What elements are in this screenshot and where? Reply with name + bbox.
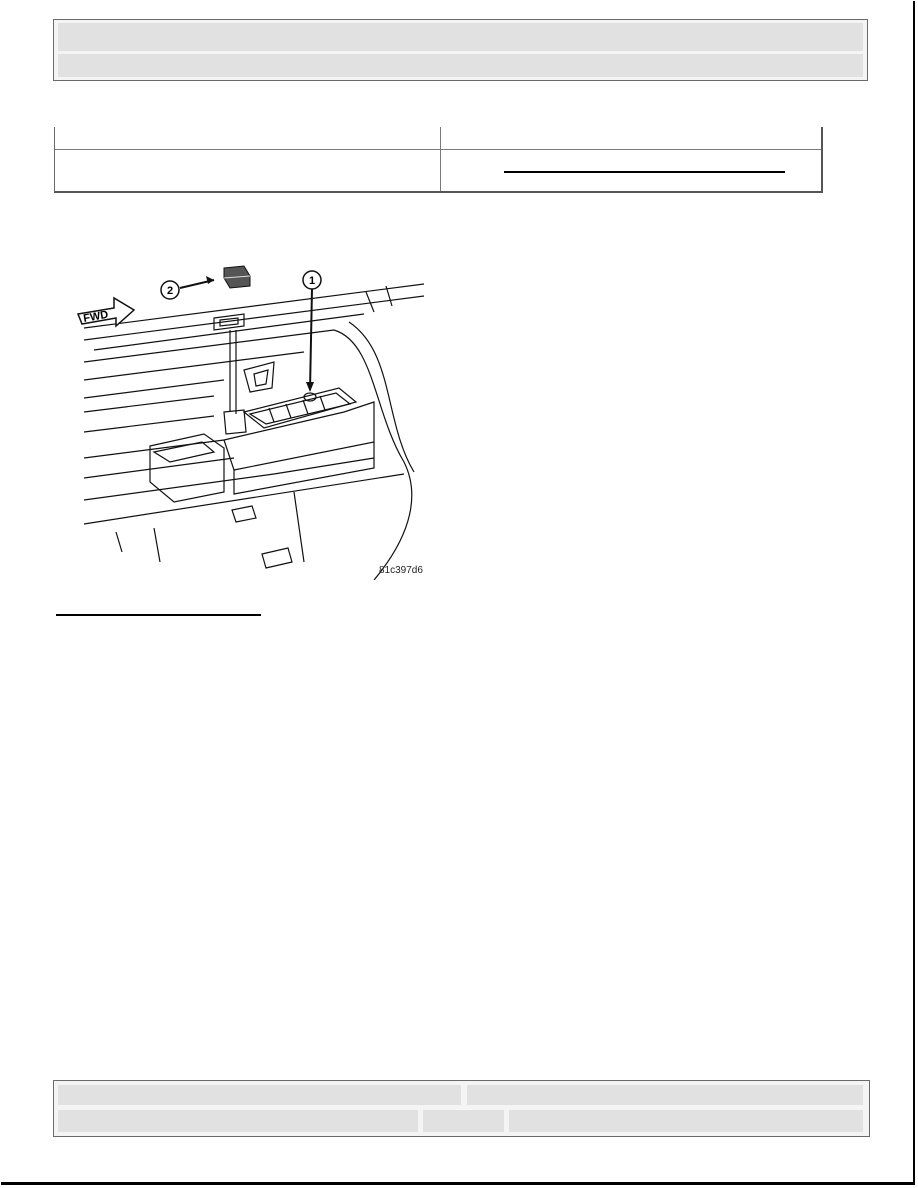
section-heading-underline bbox=[56, 614, 261, 616]
callout-1-number: 1 bbox=[308, 275, 316, 287]
table-row-divider bbox=[55, 149, 821, 150]
page-header bbox=[53, 19, 868, 81]
header-title-band bbox=[58, 23, 863, 51]
footer-cell-bottom-left bbox=[58, 1110, 418, 1132]
door-trim-illustration bbox=[74, 262, 434, 580]
callout-2-number: 2 bbox=[166, 285, 174, 297]
fwd-arrow-icon bbox=[78, 298, 134, 326]
page-footer bbox=[53, 1080, 870, 1137]
footer-cell-bottom-middle bbox=[423, 1110, 504, 1132]
footer-cell-right bbox=[467, 1085, 863, 1105]
figure-code: 81c397d6 bbox=[379, 565, 423, 576]
spec-table bbox=[54, 127, 823, 193]
table-link-underline bbox=[504, 171, 785, 173]
header-subtitle-band bbox=[58, 54, 863, 77]
footer-cell-left bbox=[58, 1085, 461, 1105]
switch-removal-figure bbox=[74, 262, 434, 580]
callout-2 bbox=[161, 276, 214, 299]
fwd-label: FWD bbox=[82, 308, 110, 325]
footer-cell-bottom-right bbox=[509, 1110, 863, 1132]
table-column-divider bbox=[440, 127, 441, 191]
